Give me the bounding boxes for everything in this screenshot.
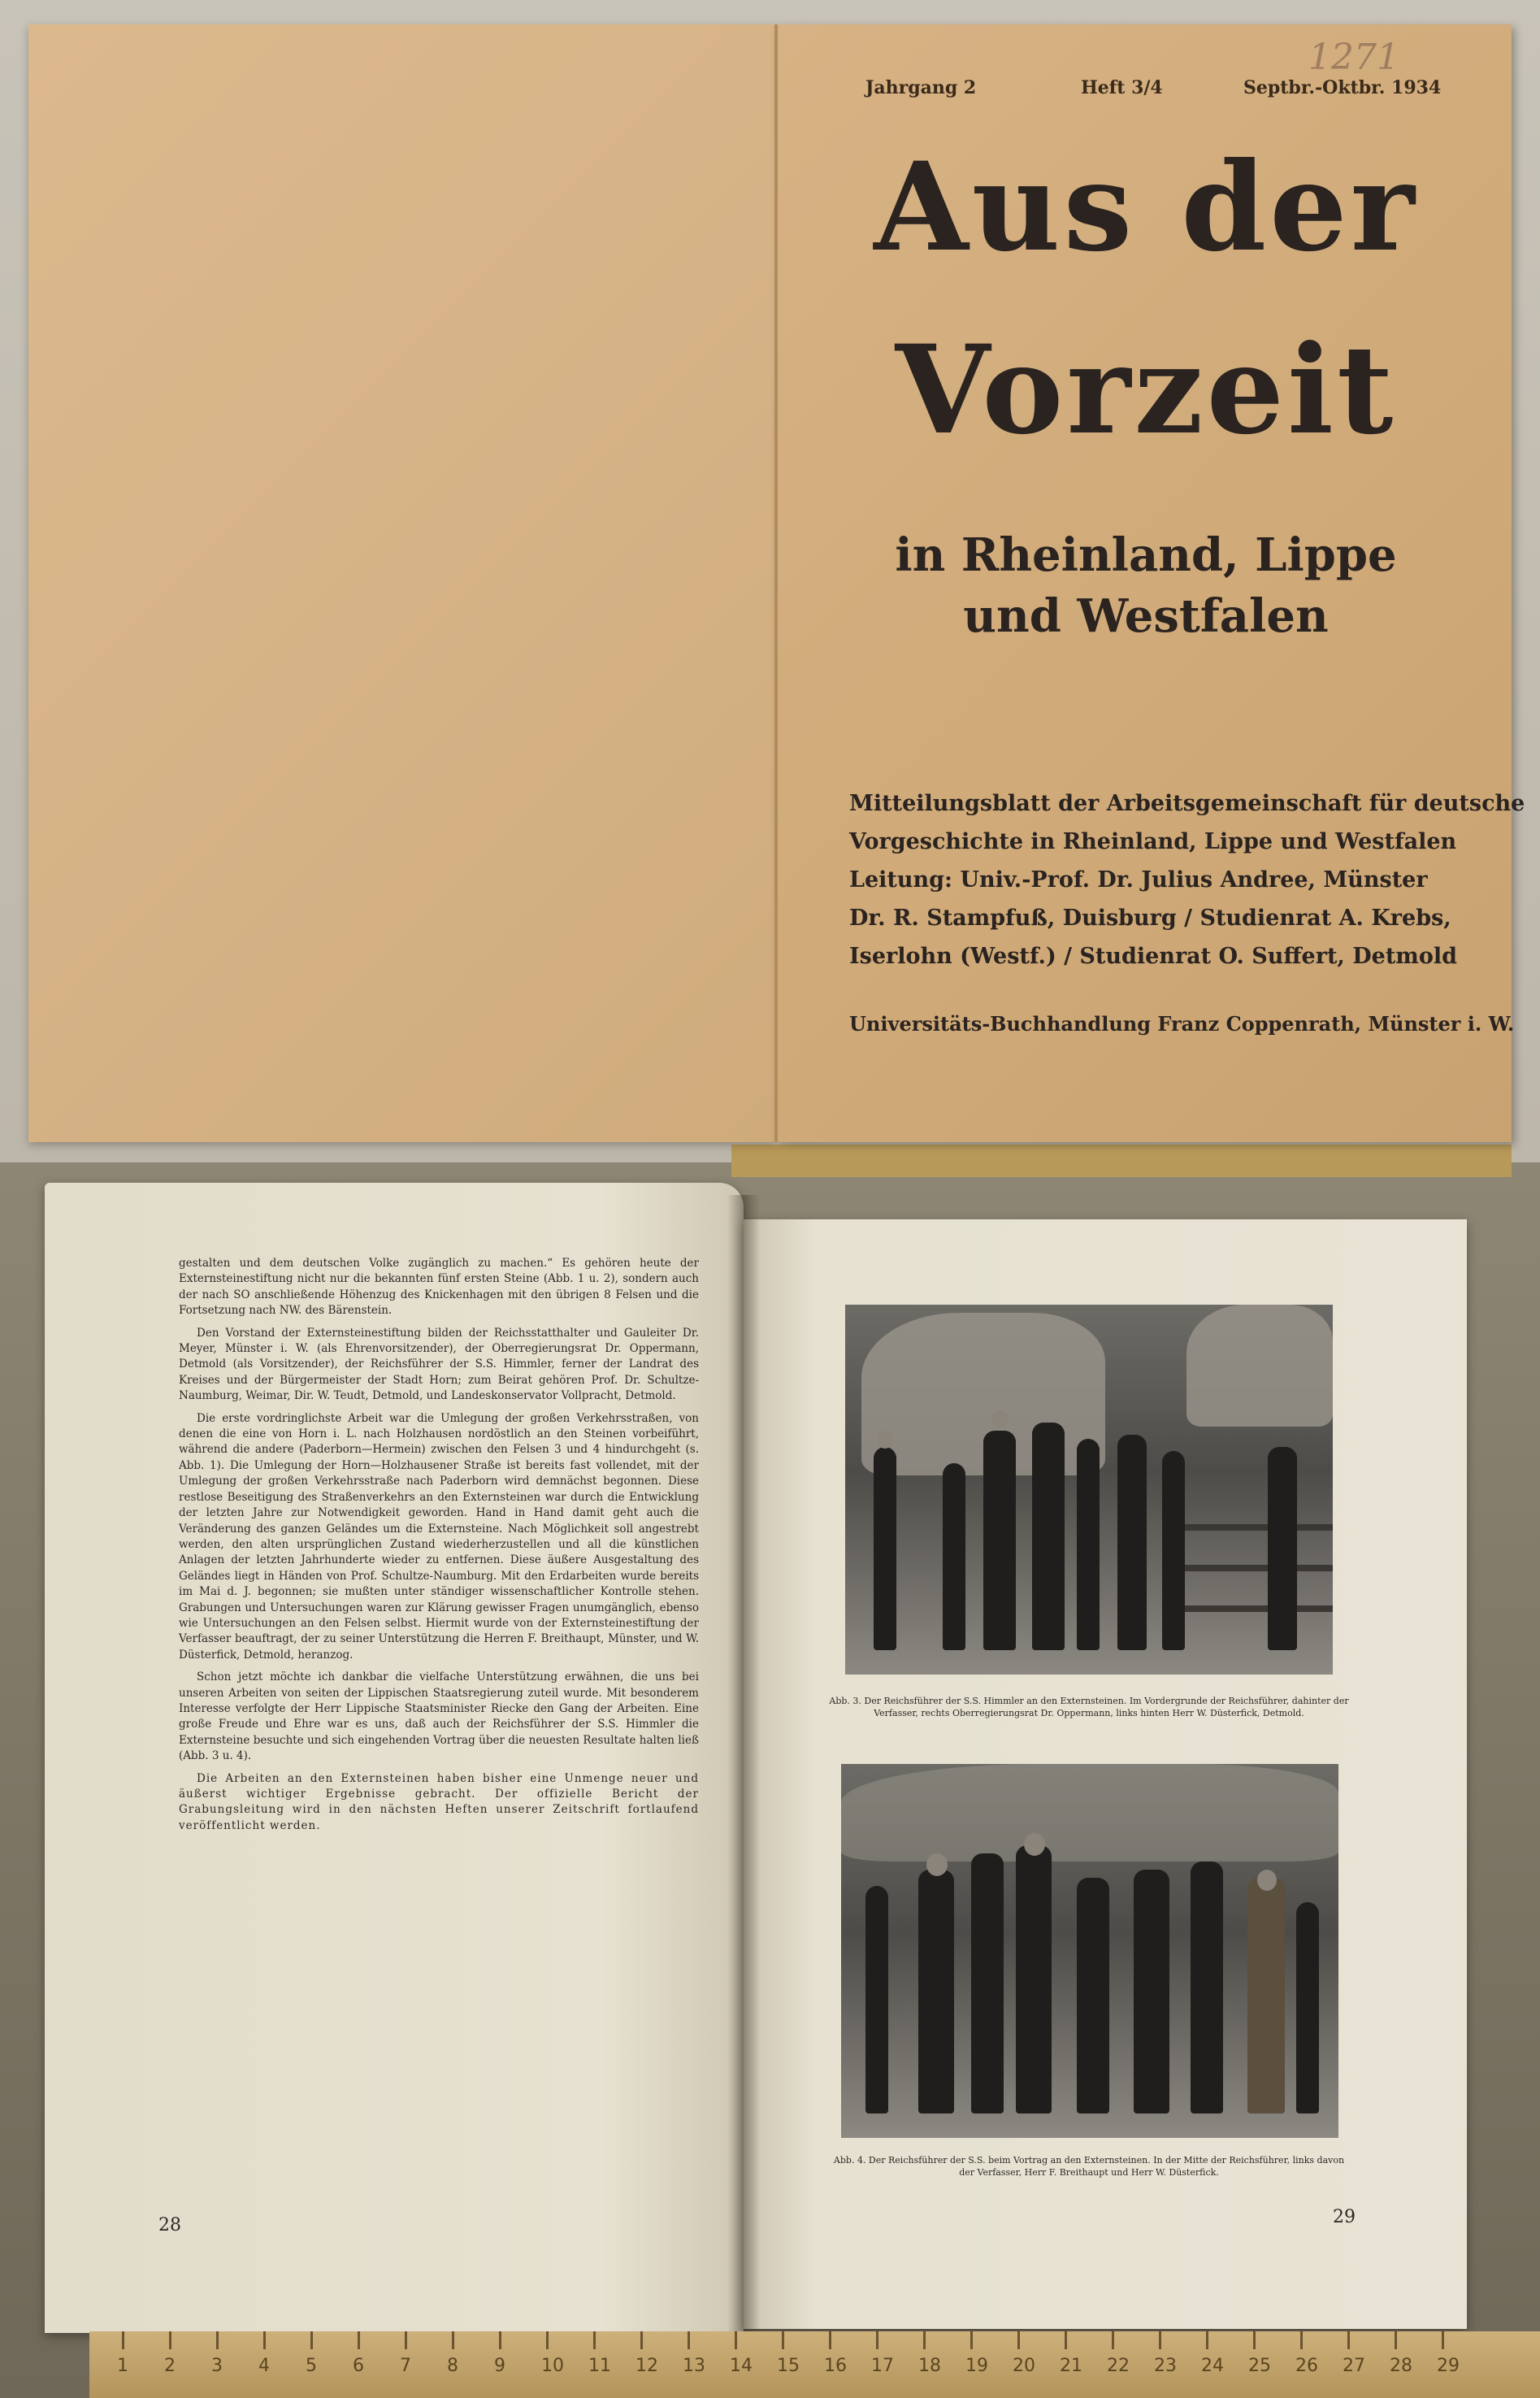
ruler-tick (1347, 2331, 1350, 2349)
photo-figure-3 (845, 1305, 1333, 1675)
person-figure (1117, 1435, 1147, 1650)
ruler-number: 4 (258, 2356, 270, 2376)
ruler-tick (546, 2331, 549, 2349)
cover-title-line1: Aus der (874, 136, 1418, 279)
fence-rail (1170, 1565, 1333, 1571)
ruler-number: 3 (211, 2356, 223, 2376)
ruler-number: 10 (541, 2356, 564, 2376)
ruler-number: 13 (683, 2356, 705, 2376)
ruler-number: 14 (730, 2356, 753, 2376)
ruler-tick (1300, 2331, 1303, 2349)
figure-3-caption: Abb. 3. Der Reichsführer der S.S. Himmler an den Externsteinen. Im Vordergrunde der Reichsführer, dahinter der Verfasser, rechts Oberregierungsrat Dr. Oppermann, links hinten Herr W. Düsterfick, Detmold. (829, 1696, 1349, 1718)
left-page-body (179, 1256, 699, 1840)
person-figure (918, 1870, 954, 2113)
masthead-line: Vorgeschichte in Rheinland, Lippe und Westfalen (849, 829, 1457, 854)
cover-title-line2: Vorzeit (895, 319, 1397, 462)
person-figure (1077, 1439, 1100, 1650)
person-figure (865, 1886, 888, 2113)
ruler-tick (310, 2331, 313, 2349)
person-head (991, 1410, 1008, 1428)
ruler-tick (358, 2331, 360, 2349)
ruler-tick (122, 2331, 124, 2349)
ruler-tick (1253, 2331, 1256, 2349)
back-cover (28, 24, 776, 1142)
ruler-tick (1112, 2331, 1114, 2349)
rock-formation (1186, 1305, 1333, 1427)
ruler-number: 2 (164, 2356, 176, 2376)
ruler-number: 8 (447, 2356, 458, 2376)
ruler-tick (876, 2331, 878, 2349)
person-figure (1268, 1447, 1297, 1650)
left-page-number: 28 (158, 2215, 181, 2235)
cover-subtitle-line2: und Westfalen (963, 589, 1329, 643)
wooden-ruler-top (731, 1145, 1512, 1177)
page-gutter (727, 1195, 760, 2333)
cover-volume: Jahrgang 2 (865, 77, 977, 98)
person-figure (1296, 1902, 1319, 2113)
cover-subtitle-line1: in Rheinland, Lippe (895, 528, 1397, 582)
ruler-number: 19 (965, 2356, 988, 2376)
person-figure (1247, 1878, 1285, 2113)
ruler-tick (263, 2331, 266, 2349)
fence-rail (1170, 1605, 1333, 1612)
ruler-number: 11 (588, 2356, 611, 2376)
ruler-tick (923, 2331, 926, 2349)
ruler-tick (782, 2331, 784, 2349)
person-figure (1077, 1878, 1109, 2113)
person-head (1257, 1870, 1277, 1891)
body-paragraph: Schon jetzt möchte ich dankbar die vielfache Unterstützung erwähnen, die uns bei unseren Arbeiten von seiten der Lippischen Staatsregierung zuteil wurde. Mit besonderem Interesse verfolgte der Herr Lippische Staatsminister Riecke den Gang der Arbeiten. Eine große Freude und Ehre war es uns, daß auch der Reichsführer der S.S. Himmler die Externsteine besuchte und sich eingehenden Vortrag über die neuesten Resultate halten ließ (Abb. 3 u. 4). (179, 1670, 699, 1763)
ruler-tick (499, 2331, 501, 2349)
ruler-number: 26 (1295, 2356, 1318, 2376)
fence-rail (1170, 1524, 1333, 1531)
ruler-tick (169, 2331, 171, 2349)
ruler-number: 29 (1437, 2356, 1460, 2376)
wooden-ruler-bottom (89, 2331, 1540, 2398)
cover-publisher: Universitäts-Buchhandlung Franz Coppenrath, Münster i. W. (849, 1012, 1515, 1036)
ruler-tick (216, 2331, 219, 2349)
cover-masthead (849, 784, 1525, 975)
person-figure (1032, 1423, 1065, 1650)
person-figure (971, 1853, 1004, 2113)
ruler-number: 6 (353, 2356, 364, 2376)
ruler-tick (452, 2331, 454, 2349)
person-head (877, 1431, 893, 1449)
ruler-number: 7 (400, 2356, 411, 2376)
figure-4-caption: Abb. 4. Der Reichsführer der S.S. beim Vortrag an den Externsteinen. In der Mitte der Reichsführer, links davon der Verfasser, Herr F. Breithaupt und Herr W. Düsterfick. (833, 2155, 1345, 2178)
handwritten-mark: 1271 (1308, 37, 1399, 78)
ruler-number: 28 (1390, 2356, 1412, 2376)
body-paragraph: gestalten und dem deutschen Volke zugänglich zu machen.“ Es gehören heute der Externsteinestiftung nicht nur die bekannten fünf ersten Steine (Abb. 1 u. 2), sondern auch der nach SO anschließende Höhenzug des Knickenhagen mit den übrigen 8 Felsen und die Fortsetzung nach NW. des Bärenstein. (179, 1257, 699, 1318)
masthead-line: Iserlohn (Westf.) / Studienrat O. Suffert, Detmold (849, 944, 1458, 969)
ruler-tick (1159, 2331, 1161, 2349)
body-paragraph: Die Arbeiten an den Externsteinen haben bisher eine Unmenge neuer und äußerst wichtiger Ergebnisse gebracht. Der offizielle Bericht der Grabungsleitung wird in den nächsten Heften unserer Zeitschrift fortlaufend veröffentlicht werden. (179, 1771, 699, 1832)
masthead-line: Mitteilungsblatt der Arbeitsgemeinschaft für deutsche (849, 791, 1525, 816)
ruler-number: 18 (918, 2356, 941, 2376)
cover-spine (774, 24, 778, 1142)
ruler-tick (735, 2331, 737, 2349)
person-figure (943, 1463, 965, 1650)
ruler-tick (1442, 2331, 1444, 2349)
ruler-tick (970, 2331, 973, 2349)
ruler-tick (688, 2331, 690, 2349)
ruler-number: 12 (636, 2356, 658, 2376)
person-figure (983, 1431, 1016, 1650)
body-paragraph: Die erste vordringlichste Arbeit war die Umlegung der großen Verkehrsstraßen, von denen die eine von Horn i. L. nach Holzhausen nordöstlich an den Steinen vorbeiführt, während die andere (Paderborn—Hermein) zwischen den Felsen 3 und 4 hindurchgeht (s. Abb. 1). Die Umlegung der Horn—Holzhausener Straße ist bereits fast vollendet, mit der Umlegung der großen Verkehrsstraße nach Paderborn wird demnächst begonnen. Diese restlose Beseitigung des Straßenverkehrs an den Externsteinen war durch die Entwicklung der letzten Jahre zur Notwendigkeit geworden. Hand in Hand damit geht auch die Veränderung des ganzen Geländes um die Externsteine. Nach Möglichkeit soll angestrebt werden, den alten ursprünglichen Zustand wiederherzustellen und all die künstlichen Anlagen der letzten Jahrhunderte wieder zu entfernen. Diese äußere Ausgestaltung des Geländes liegt in Händen von Prof. Schultze-Naumburg. Mit den Erdarbeiten wurde bereits im Mai d. J. begonnen; sie mußten unter ständiger wissenschaftlicher Kontrolle stehen. Grabungen und Untersuchungen waren zur Klärung gewisser Fragen unumgänglich, ebenso wie Untersuchungen an den Felsen selbst. Hiermit wurde von der Externsteinestiftung der Verfasser beauftragt, der zu seiner Unterstützung die Herren F. Breithaupt, Münster, und W. Düsterfick, Detmold, heranzog. (179, 1411, 699, 1662)
person-head (926, 1853, 948, 1876)
ruler-tick (1395, 2331, 1397, 2349)
ruler-number: 22 (1107, 2356, 1130, 2376)
ruler-number: 23 (1154, 2356, 1177, 2376)
person-figure (1016, 1845, 1052, 2113)
ruler-tick (405, 2331, 407, 2349)
ruler-number: 24 (1201, 2356, 1224, 2376)
ruler-tick (593, 2331, 596, 2349)
ruler-number: 27 (1343, 2356, 1365, 2376)
ruler-tick (829, 2331, 831, 2349)
ruler-number: 5 (306, 2356, 317, 2376)
photo-figure-4 (841, 1764, 1338, 2138)
ruler-number: 9 (494, 2356, 505, 2376)
ruler-number: 1 (117, 2356, 128, 2376)
ruler-number: 16 (824, 2356, 847, 2376)
person-figure (1134, 1870, 1169, 2113)
person-figure (874, 1447, 896, 1650)
ruler-number: 25 (1248, 2356, 1271, 2376)
person-figure (1191, 1861, 1223, 2113)
person-head (1024, 1833, 1045, 1856)
masthead-line: Leitung: Univ.-Prof. Dr. Julius Andree, Münster (849, 867, 1428, 893)
ruler-tick (640, 2331, 643, 2349)
masthead-line: Dr. R. Stampfuß, Duisburg / Studienrat A. Krebs, (849, 906, 1451, 931)
rock-formation (841, 1764, 1338, 1861)
cover-issue: Heft 3/4 (1081, 77, 1163, 98)
right-page-number: 29 (1333, 2207, 1356, 2227)
ruler-tick (1017, 2331, 1020, 2349)
ruler-number: 17 (871, 2356, 894, 2376)
ruler-number: 15 (777, 2356, 800, 2376)
ruler-number: 20 (1013, 2356, 1035, 2376)
person-figure (1162, 1451, 1185, 1650)
cover-date: Septbr.-Oktbr. 1934 (1243, 77, 1442, 98)
ruler-tick (1206, 2331, 1208, 2349)
ruler-tick (1065, 2331, 1067, 2349)
ruler-number: 21 (1060, 2356, 1082, 2376)
body-paragraph: Den Vorstand der Externsteinestiftung bilden der Reichsstatthalter und Gauleiter Dr. Meyer, Münster i. W. (als Ehrenvorsitzender), der Oberregierungsrat Dr. Oppermann, Detmold (als Vorsitzender), der Reichsführer der S.S. Himmler, ferner der Landrat des Kreises und der Bürgermeister der Stadt Horn; zum Beirat gehören Prof. Dr. Schultze-Naumburg, Weimar, Dir. W. Teudt, Detmold, und Landeskonservator Vollpracht, Detmold. (179, 1326, 699, 1403)
